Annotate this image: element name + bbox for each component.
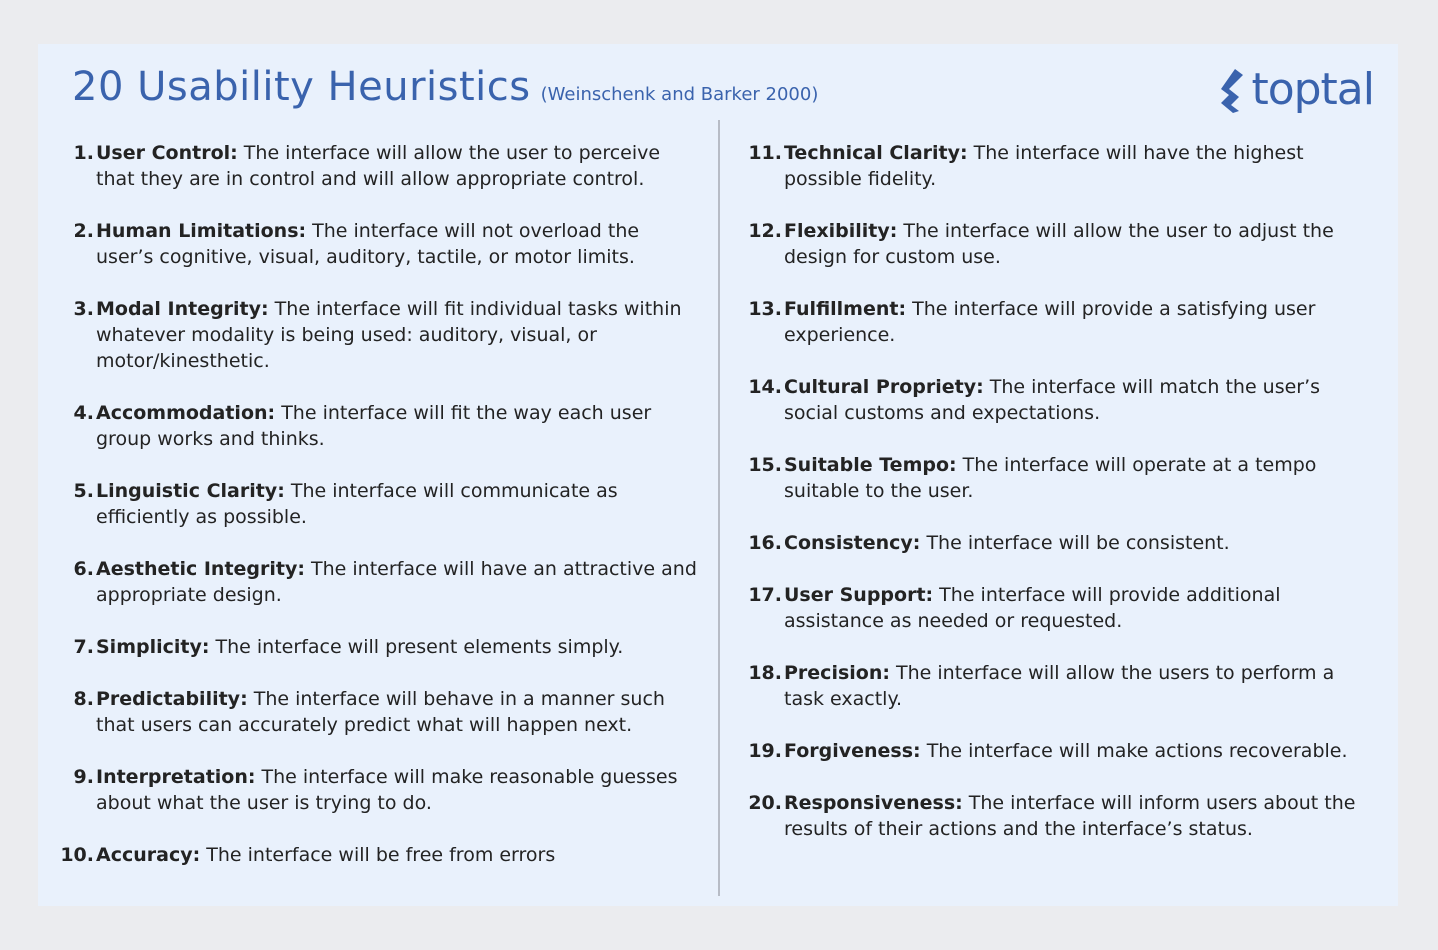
heuristic-item: [58, 296, 698, 374]
item-body: [96, 686, 698, 738]
item-text: The interface will have the highest possible fidelity.: [784, 142, 1304, 190]
item-text: The interface will provide additional assistance as needed or requested.: [784, 584, 1281, 632]
heuristic-item: [746, 218, 1366, 270]
heuristic-item: [746, 738, 1366, 764]
item-body: [784, 218, 1366, 270]
item-text: The interface will be consistent.: [926, 532, 1230, 554]
item-text: The interface will allow the users to perform a task exactly.: [784, 662, 1335, 710]
item-number: 1.: [73, 142, 94, 164]
item-number: 15.: [748, 454, 782, 476]
item-body: [784, 452, 1366, 504]
heuristic-item: [746, 530, 1366, 556]
item-text: The interface will fit individual tasks within whatever modality is being used: auditory, visual, or motor/kinesthetic.: [96, 298, 682, 372]
item-number: 20.: [748, 792, 782, 814]
title-text: 20 Usability Heuristics: [72, 64, 531, 110]
heuristic-item: [746, 790, 1366, 842]
item-number: 10.: [60, 844, 94, 866]
heuristic-item: [58, 478, 698, 530]
toptal-mark-icon: [1217, 67, 1251, 113]
item-number: 2.: [73, 220, 94, 242]
heuristic-item: [58, 764, 698, 816]
item-name: User Support:: [784, 584, 934, 606]
item-name: Linguistic Clarity:: [96, 480, 285, 502]
heuristic-item: [58, 140, 698, 192]
item-number: 7.: [73, 636, 94, 658]
item-body: [96, 478, 698, 530]
item-number: 19.: [748, 740, 782, 762]
item-text: The interface will fit the way each user group works and thinks.: [96, 402, 652, 450]
item-text: The interface will have an attractive and appropriate design.: [96, 558, 697, 606]
item-text: The interface will match the user’s social customs and expectations.: [784, 376, 1321, 424]
item-body: [784, 296, 1366, 348]
heuristic-item: [58, 686, 698, 738]
item-text: The interface will operate at a tempo suitable to the user.: [784, 454, 1317, 502]
item-name: Forgiveness:: [784, 740, 921, 762]
item-text: The interface will communicate as efficiently as possible.: [96, 480, 618, 528]
column-divider: [718, 120, 720, 896]
heuristics-card: [38, 44, 1398, 906]
heuristic-item: [58, 400, 698, 452]
item-number: 12.: [748, 220, 782, 242]
left-column: [58, 140, 698, 894]
item-name: Human Limitations:: [96, 220, 307, 242]
item-name: Fulfillment:: [784, 298, 907, 320]
item-text: The interface will make reasonable guesses about what the user is trying to do.: [96, 766, 678, 814]
item-name: Technical Clarity:: [784, 142, 968, 164]
item-name: Modal Integrity:: [96, 298, 269, 320]
item-body: [784, 582, 1366, 634]
item-name: Responsiveness:: [784, 792, 963, 814]
item-name: Accuracy:: [96, 844, 201, 866]
item-name: Interpretation:: [96, 766, 256, 788]
heuristic-item: [746, 296, 1366, 348]
heuristic-item: [58, 556, 698, 608]
item-number: 13.: [748, 298, 782, 320]
item-name: Simplicity:: [96, 636, 210, 658]
item-text: The interface will make actions recoverable.: [926, 740, 1348, 762]
item-body: [96, 842, 698, 868]
item-body: [96, 218, 698, 270]
item-body: [784, 660, 1366, 712]
item-body: [96, 140, 698, 192]
item-number: 8.: [73, 688, 94, 710]
item-body: [784, 738, 1366, 764]
item-body: [96, 634, 698, 660]
item-number: 16.: [748, 532, 782, 554]
item-number: 5.: [73, 480, 94, 502]
item-body: [96, 764, 698, 816]
item-number: 9.: [73, 766, 94, 788]
item-body: [784, 530, 1366, 556]
heuristic-item: [746, 452, 1366, 504]
heuristic-item: [746, 582, 1366, 634]
item-text: The interface will not overload the user’s cognitive, visual, auditory, tactile, or motor limits.: [96, 220, 640, 268]
item-text: The interface will allow the user to perceive that they are in control and will allow appropriate control.: [96, 142, 661, 190]
subtitle: (Weinschenk and Barker 2000): [540, 84, 819, 105]
heuristic-item: [58, 634, 698, 660]
item-body: [784, 374, 1366, 426]
item-name: Suitable Tempo:: [784, 454, 957, 476]
heuristic-item: [746, 140, 1366, 192]
item-text: The interface will provide a satisfying user experience.: [784, 298, 1316, 346]
heuristic-item: [746, 660, 1366, 712]
item-name: Flexibility:: [784, 220, 898, 242]
logo-text: toptal: [1251, 64, 1374, 115]
item-number: 11.: [748, 142, 782, 164]
item-body: [784, 140, 1366, 192]
right-column: [746, 140, 1366, 868]
item-number: 6.: [73, 558, 94, 580]
item-number: 4.: [73, 402, 94, 424]
item-body: [96, 556, 698, 608]
heuristic-item: [58, 842, 698, 868]
item-text: The interface will be free from errors: [206, 844, 556, 866]
item-text: The interface will allow the user to adjust the design for custom use.: [784, 220, 1334, 268]
item-number: 17.: [748, 584, 782, 606]
item-body: [96, 296, 698, 374]
item-name: Consistency:: [784, 532, 921, 554]
item-text: The interface will inform users about the results of their actions and the interface’s status.: [784, 792, 1356, 840]
heuristic-item: [746, 374, 1366, 426]
item-name: Precision:: [784, 662, 890, 684]
item-number: 3.: [73, 298, 94, 320]
item-body: [96, 400, 698, 452]
item-body: [784, 790, 1366, 842]
item-name: Cultural Propriety:: [784, 376, 984, 398]
item-name: Aesthetic Integrity:: [96, 558, 305, 580]
item-number: 18.: [748, 662, 782, 684]
page-title: [72, 64, 818, 110]
item-name: User Control:: [96, 142, 238, 164]
item-text: The interface will behave in a manner such that users can accurately predict what will happen next.: [96, 688, 665, 736]
item-name: Predictability:: [96, 688, 248, 710]
toptal-logo: [1217, 64, 1374, 115]
heuristic-item: [58, 218, 698, 270]
item-number: 14.: [748, 376, 782, 398]
item-name: Accommodation:: [96, 402, 276, 424]
item-text: The interface will present elements simply.: [215, 636, 624, 658]
